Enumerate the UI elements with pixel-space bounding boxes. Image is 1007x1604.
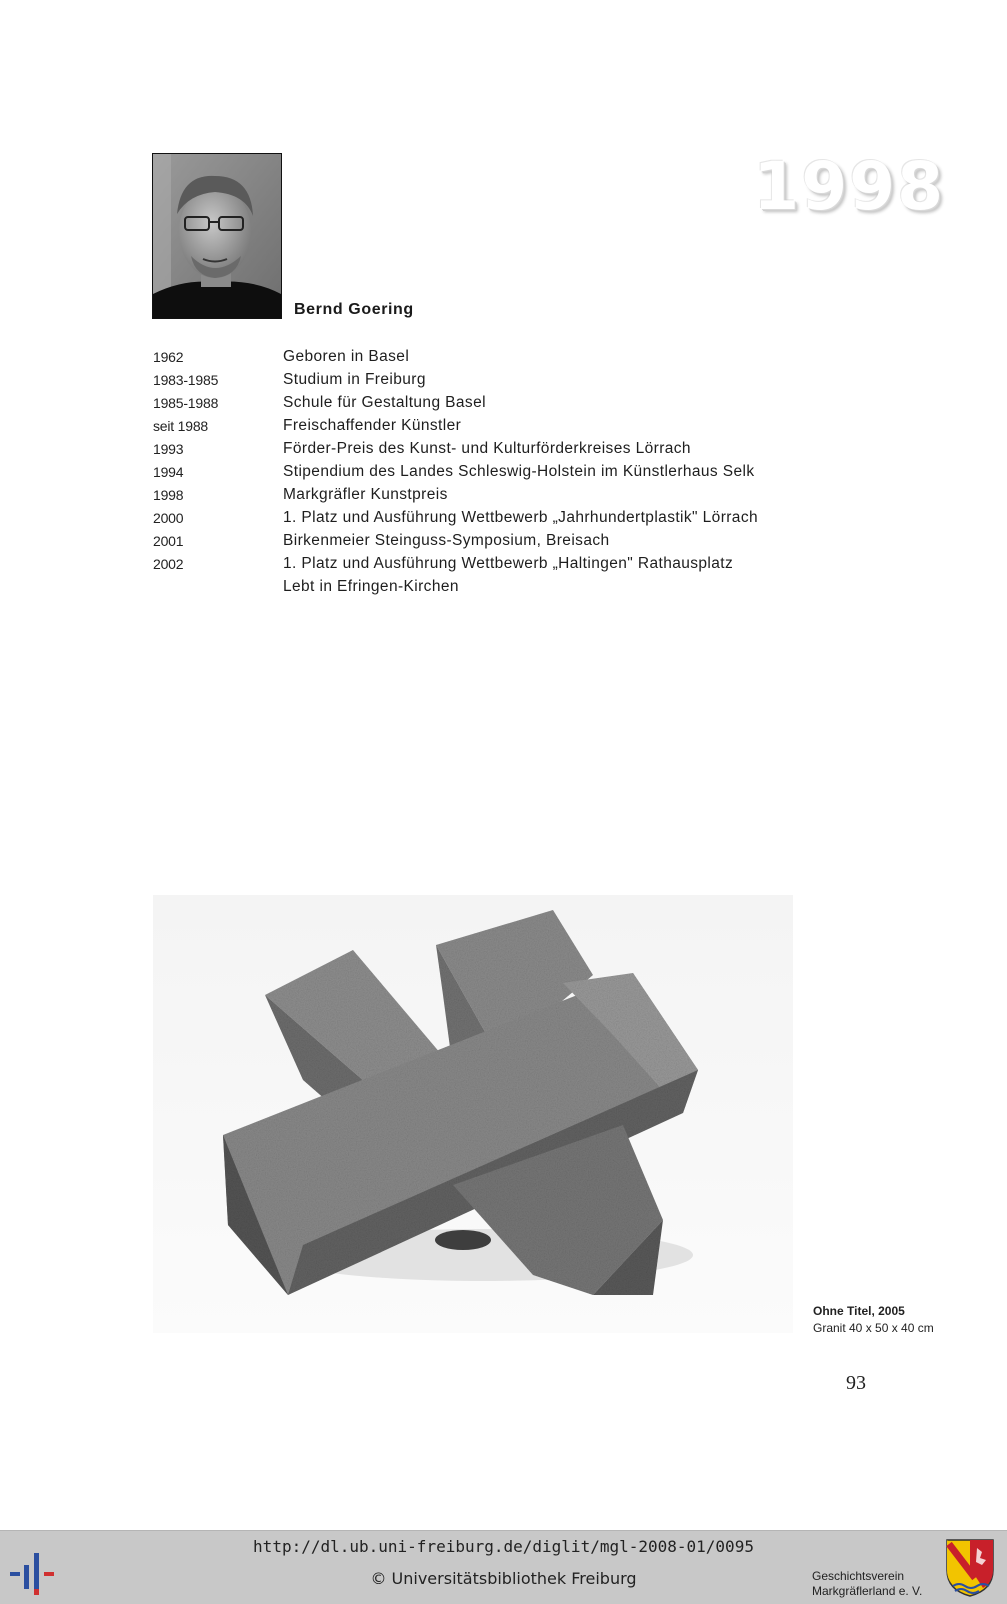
copyright-text: © Universitätsbibliothek Freiburg [370,1569,637,1588]
artwork-details: Granit 40 x 50 x 40 cm [813,1321,934,1335]
society-crest-icon [945,1538,995,1598]
biography-text: Schule für Gestaltung Basel [283,393,486,411]
biography-row [153,391,853,414]
biography-list [153,345,853,598]
biography-year: 1994 [153,463,184,480]
biography-text: 1. Platz und Ausführung Wettbewerb „Jahrhundertplastik" Lörrach [283,508,759,526]
artist-name: Bernd Goering [294,301,414,318]
biography-text: Lebt in Efringen-Kirchen [283,577,459,595]
artwork-title: Ohne Titel, 2005 [813,1304,905,1318]
biography-row [153,575,853,598]
biography-row [153,529,853,552]
biography-text: 1. Platz und Ausführung Wettbewerb „Haltingen" Rathausplatz [283,554,734,572]
biography-text: Förder-Preis des Kunst- und Kulturförderkreises Lörrach [283,439,691,457]
biography-text: Markgräfler Kunstpreis [283,485,448,503]
biography-row [153,460,853,483]
biography-text: Geboren in Basel [283,347,410,365]
source-url-link[interactable]: http://dl.ub.uni-freiburg.de/diglit/mgl-2008-01/0095 [253,1537,754,1556]
artwork-caption [813,1303,934,1337]
biography-year: 1985-1988 [153,394,219,411]
biography-text: Freischaffender Künstler [283,416,462,434]
biography-year: 2000 [153,509,184,526]
society-line-2: Markgräflerland e. V. [812,1584,923,1598]
sculpture-photo [153,895,793,1333]
artist-portrait [152,153,282,319]
page-number: 93 [846,1372,866,1394]
footer-bar [0,1530,1007,1604]
biography-year: 1983-1985 [153,371,219,388]
biography-row [153,506,853,529]
biography-row [153,552,853,575]
society-name [812,1569,922,1599]
biography-year: 1962 [153,348,184,365]
biography-year: 1993 [153,440,184,457]
biography-row [153,414,853,437]
biography-year: 1998 [153,486,184,503]
society-line-1: Geschichtsverein [812,1569,905,1583]
biography-year: 2002 [153,555,184,572]
biography-year: seit 1988 [153,417,209,434]
year-heading: 1998 [753,148,945,225]
biography-row [153,368,853,391]
biography-text: Stipendium des Landes Schleswig-Holstein im Künstlerhaus Selk [283,462,755,480]
biography-text: Birkenmeier Steinguss-Symposium, Breisach [283,531,610,549]
biography-row [153,483,853,506]
biography-row [153,437,853,460]
biography-year: 2001 [153,532,184,549]
biography-row [153,345,853,368]
biography-text: Studium in Freiburg [283,370,426,388]
